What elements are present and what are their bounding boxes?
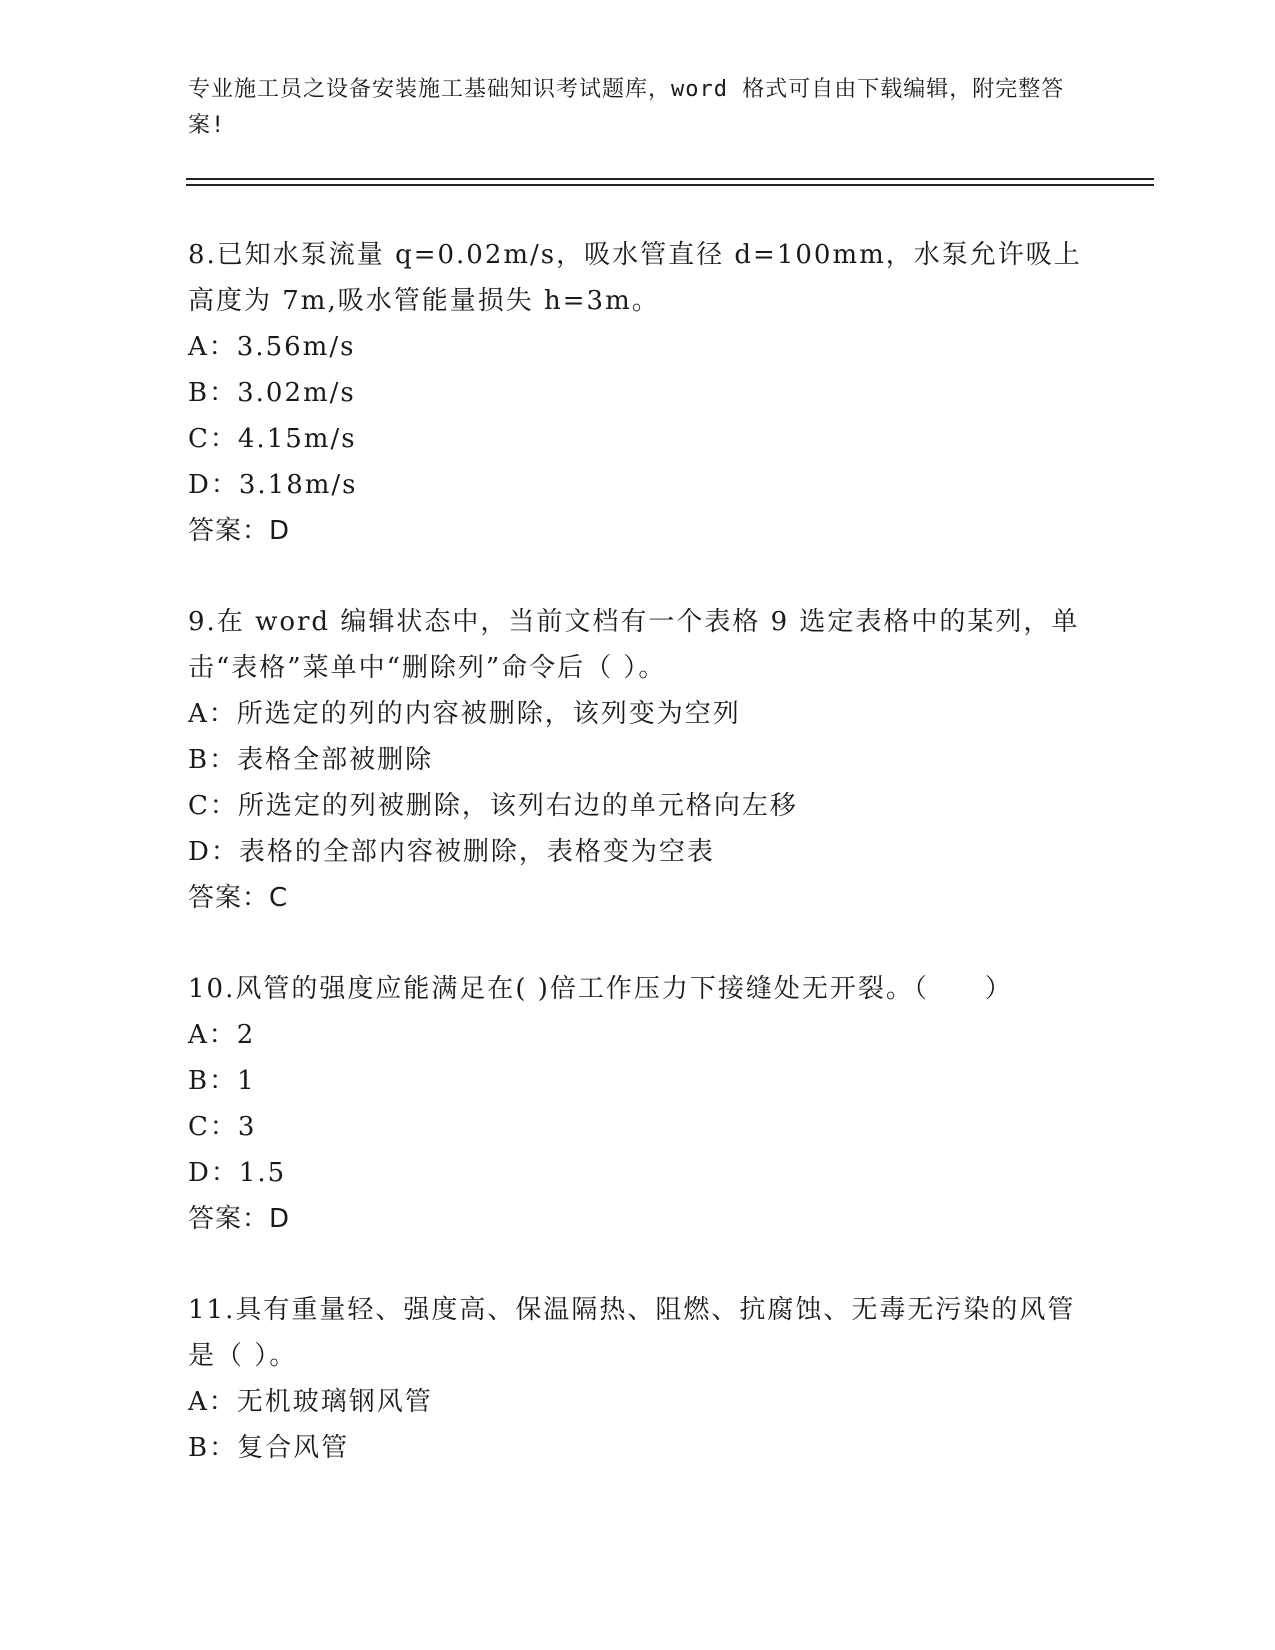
answer: 答案：D <box>188 1204 291 1234</box>
option-a: A：3.56m/s <box>188 332 356 362</box>
option-d: D：表格的全部内容被删除，表格变为空表 <box>188 837 715 867</box>
document-header: 专业施工员之设备安装施工基础知识考试题库，word 格式可自由下载编辑，附完整答案! <box>188 77 1065 138</box>
question-9 <box>188 599 1088 921</box>
option-b: B：1 <box>188 1066 256 1096</box>
option-b: B：表格全部被删除 <box>188 745 434 775</box>
option-c: C：4.15m/s <box>188 424 357 454</box>
question-stem: 8.已知水泵流量 q=0.02m/s，吸水管直径 d=100mm，水泵允许吸上高度为 7m,吸水管能量损失 h=3m。 <box>188 240 1082 316</box>
question-10 <box>188 966 1088 1242</box>
option-c: C：3 <box>188 1112 257 1142</box>
answer: 答案：D <box>188 516 291 546</box>
option-d: D：1.5 <box>188 1158 287 1188</box>
question-stem: 10.风管的强度应能满足在( )倍工作压力下接缝处无开裂。（ ） <box>188 974 1013 1004</box>
question-stem: 9.在 word 编辑状态中，当前文档有一个表格 9 选定表格中的某列，单击“表格”菜单中“删除列”命令后（ ）。 <box>188 607 1080 683</box>
option-b: B：复合风管 <box>188 1433 350 1463</box>
answer: 答案：C <box>188 883 289 913</box>
option-d: D：3.18m/s <box>188 470 358 500</box>
option-a: A：无机玻璃钢风管 <box>188 1387 433 1417</box>
question-8 <box>188 232 1088 554</box>
header-divider-top <box>186 178 1154 180</box>
option-a: A：所选定的列的内容被删除，该列变为空列 <box>188 699 741 729</box>
option-c: C：所选定的列被删除，该列右边的单元格向左移 <box>188 791 798 821</box>
option-b: B：3.02m/s <box>188 378 356 408</box>
question-stem: 11.具有重量轻、强度高、保温隔热、阻燃、抗腐蚀、无毒无污染的风管是（ ）。 <box>188 1295 1076 1371</box>
question-list <box>188 232 1088 1516</box>
question-11 <box>188 1287 1088 1471</box>
option-a: A：2 <box>188 1020 256 1050</box>
header-divider-bottom <box>186 184 1154 186</box>
